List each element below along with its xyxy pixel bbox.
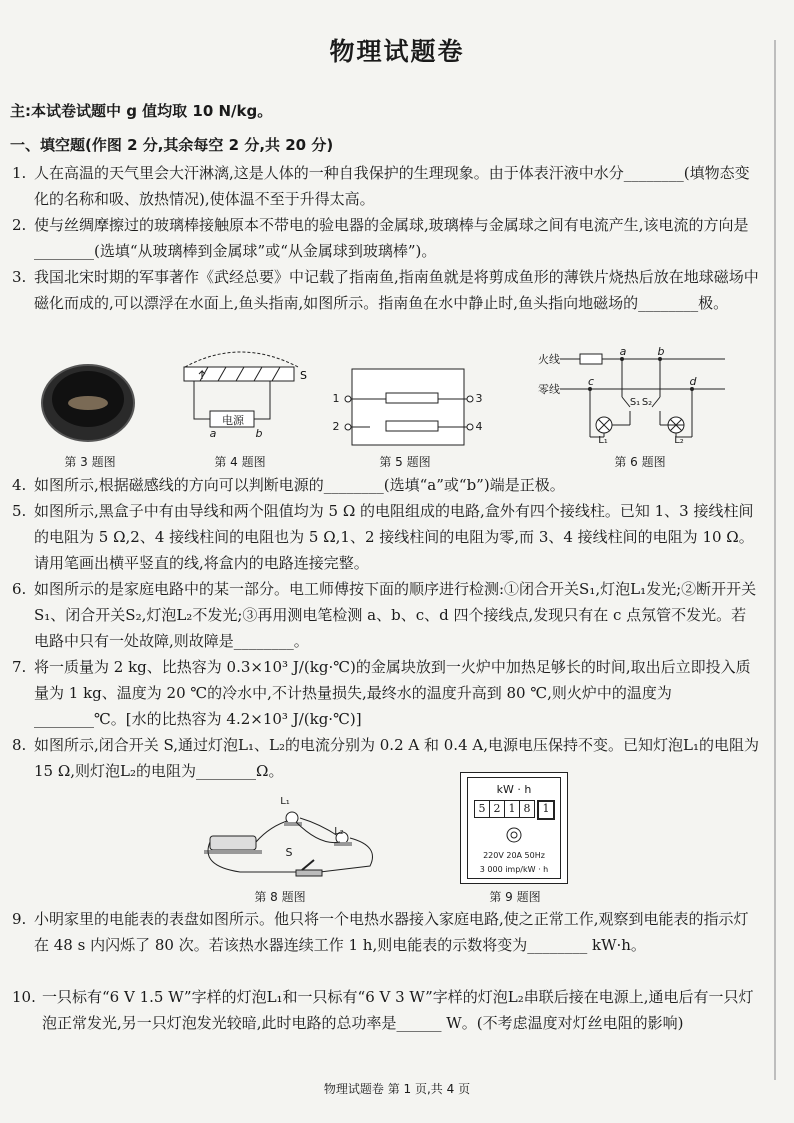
fig8-parallel-lamps-diagram <box>200 796 390 886</box>
question-number: 4. <box>12 476 27 494</box>
fig3-caption: 第 3 题图 <box>64 455 116 469</box>
question-text: 小明家里的电能表的表盘如图所示。他只将一个电热水器接入家庭电路,使之正常工作,观察到电能表的指示灯在 48 s 内闪烁了 80 次。若该热水器连续工作 1 h,则电能表的示数将变为________ kW·h。 <box>34 910 749 954</box>
question-text: 如图所示,黑盒子中有由导线和两个阻值均为 5 Ω 的电阻组成的电路,盒外有四个接线柱。已知 1、3 接线柱间的电阻为 5 Ω,2、4 接线柱间的电阻也为 5 Ω,1、2 接线柱间的电阻为零,而 3、4 接线柱间的电阻为 10 Ω。请用笔画出横平竖直的线,将盒内的电路连接完整。 <box>34 502 754 572</box>
question-6 <box>12 576 760 654</box>
question-number: 9. <box>12 910 27 928</box>
fig6-point-a: a <box>619 345 627 358</box>
fig6-point-d: d <box>689 375 697 388</box>
fig4-terminal-a: a <box>209 427 217 440</box>
fig6-caption: 第 6 题图 <box>614 455 666 469</box>
fig4-source-label: 电源 <box>222 414 244 427</box>
fig4-terminal-b: b <box>255 427 263 440</box>
fig6-point-b: b <box>657 345 665 358</box>
page-title: 物理试题卷 <box>329 37 465 66</box>
section-heading: 一、填空题(作图 2 分,其余每空 2 分,共 20 分) <box>10 136 334 154</box>
figure-row-2 <box>0 770 794 905</box>
question-7 <box>12 654 760 732</box>
page-edge-shadow <box>774 40 776 1080</box>
question-text: 如图所示,闭合开关 S,通过灯泡L₁、L₂的电流分别为 0.2 A 和 0.4 A,电源电压保持不变。已知灯泡L₁的电阻为15 Ω,则灯泡L₂的电阻为________Ω。 <box>34 736 759 780</box>
fig5-terminal-3: 3 <box>475 392 483 405</box>
fig8-switch-s: S <box>285 846 293 859</box>
svg-text:S: S <box>300 369 307 382</box>
question-text: 如图所示的是家庭电路中的某一部分。电工师傅按下面的顺序进行检测:①闭合开关S₁,灯泡L₁发光;②断开开关S₁、闭合开关S₂,灯泡L₂不发光;③再用测电笔检测 a、b、c、d 四个接线点,发现只有在 c 点氖管不发光。若电路中只有一处故障,则故障是________。 <box>34 580 757 650</box>
fig5-terminal-1: 1 <box>332 392 340 405</box>
question-text: 将一质量为 2 kg、比热容为 0.3×10³ J/(kg·℃)的金属块放到一火炉中加热足够长的时间,取出后立即投入质量为 1 kg、温度为 20 ℃的冷水中,不计热量损失,最终水的温度升高到 80 ℃,则火炉中的温度为________℃。[水的比热容为 4.2×10³ J/(kg·℃)] <box>34 658 751 728</box>
fig9-meter-unit: kW · h <box>496 783 532 796</box>
fig6-switch-s2: S₂ <box>641 397 653 408</box>
fig9-meter-spec: 220V 20A 50Hz <box>483 851 545 860</box>
question-4 <box>12 472 760 498</box>
fig6-live-wire-label: 火线 <box>538 353 560 366</box>
fig6-household-circuit-diagram <box>560 345 750 450</box>
fig9-meter-digits <box>474 800 555 820</box>
fig6-lamp-l1: L₁ <box>598 435 608 446</box>
fig5-terminal-4: 4 <box>475 420 483 433</box>
question-number: 1. <box>12 164 27 182</box>
question-text: 人在高温的天气里会大汗淋漓,这是人体的一种自我保护的生理现象。由于体表汗液中水分________(填物态变化的名称和吸、放热情况),使体温不至于升得太高。 <box>34 164 750 208</box>
question-text: 如图所示,根据磁感线的方向可以判断电源的________(选填“a”或“b”)端是正极。 <box>34 476 565 494</box>
question-text: 使与丝绸摩擦过的玻璃棒接触原本不带电的验电器的金属球,玻璃棒与金属球之间有电流产生,该电流的方向是________(选填“从玻璃棒到金属球”或“从金属球到玻璃棒”)。 <box>34 216 749 260</box>
exam-note: 主:本试卷试题中 g 值均取 10 N/kg。 <box>10 102 273 120</box>
question-number: 2. <box>12 216 27 234</box>
meter-digit-decimal: 1 <box>537 800 555 820</box>
meter-digit: 2 <box>490 800 505 818</box>
fig6-switch-s1: S₁ <box>629 397 641 408</box>
meter-digit: 1 <box>505 800 520 818</box>
question-1 <box>12 160 760 212</box>
fig9-indicator-light-icon <box>504 825 524 845</box>
page-footer: 物理试题卷 第 1 页,共 4 页 <box>323 1082 471 1096</box>
question-5 <box>12 498 760 576</box>
question-text: 我国北宋时期的军事著作《武经总要》中记载了指南鱼,指南鱼就是将剪成鱼形的薄铁片烧热后放在地球磁场中磁化而成的,可以漂浮在水面上,鱼头指南,如图所示。指南鱼在水中静止时,鱼头指向地磁场的________极。 <box>34 268 759 312</box>
question-text: 一只标有“6 V 1.5 W”字样的灯泡L₁和一只标有“6 V 3 W”字样的灯泡L₂串联后接在电源上,通电后有一只灯泡正常发光,另一只灯泡发光较暗,此时电路的总功率是______ W。(不考虑温度对灯丝电阻的影响) <box>42 988 754 1032</box>
fig9-energy-meter <box>460 772 568 884</box>
fig3-fish-bowl-image <box>38 355 138 445</box>
fig8-lamp-l1: L₁ <box>280 796 290 807</box>
question-number: 5. <box>12 502 27 520</box>
question-number: 10. <box>12 988 36 1006</box>
question-number: 6. <box>12 580 27 598</box>
fig6-point-c: c <box>587 375 595 388</box>
question-number: 8. <box>12 736 27 754</box>
fig4-caption: 第 4 题图 <box>214 455 266 469</box>
fig9-caption: 第 9 题图 <box>489 890 541 904</box>
fig5-terminal-2: 2 <box>332 420 340 433</box>
question-2 <box>12 212 760 264</box>
fig9-meter-imp: 3 000 imp/kW · h <box>479 865 549 874</box>
fig8-lamp-l2: L₂ <box>334 826 344 837</box>
question-number: 3. <box>12 268 27 286</box>
meter-digit: 8 <box>520 800 535 818</box>
figure-row-1 <box>0 345 794 470</box>
fig6-neutral-wire-label: 零线 <box>538 383 560 396</box>
fig8-caption: 第 8 题图 <box>254 890 306 904</box>
question-3 <box>12 264 760 316</box>
fig6-lamp-l2: L₂ <box>674 435 684 446</box>
fig5-caption: 第 5 题图 <box>379 455 431 469</box>
meter-digit: 5 <box>474 800 490 818</box>
question-10 <box>12 984 760 1036</box>
fig4-solenoid-diagram <box>180 345 305 450</box>
question-9 <box>12 906 760 958</box>
fig5-black-box-diagram <box>330 365 480 450</box>
question-number: 7. <box>12 658 27 676</box>
